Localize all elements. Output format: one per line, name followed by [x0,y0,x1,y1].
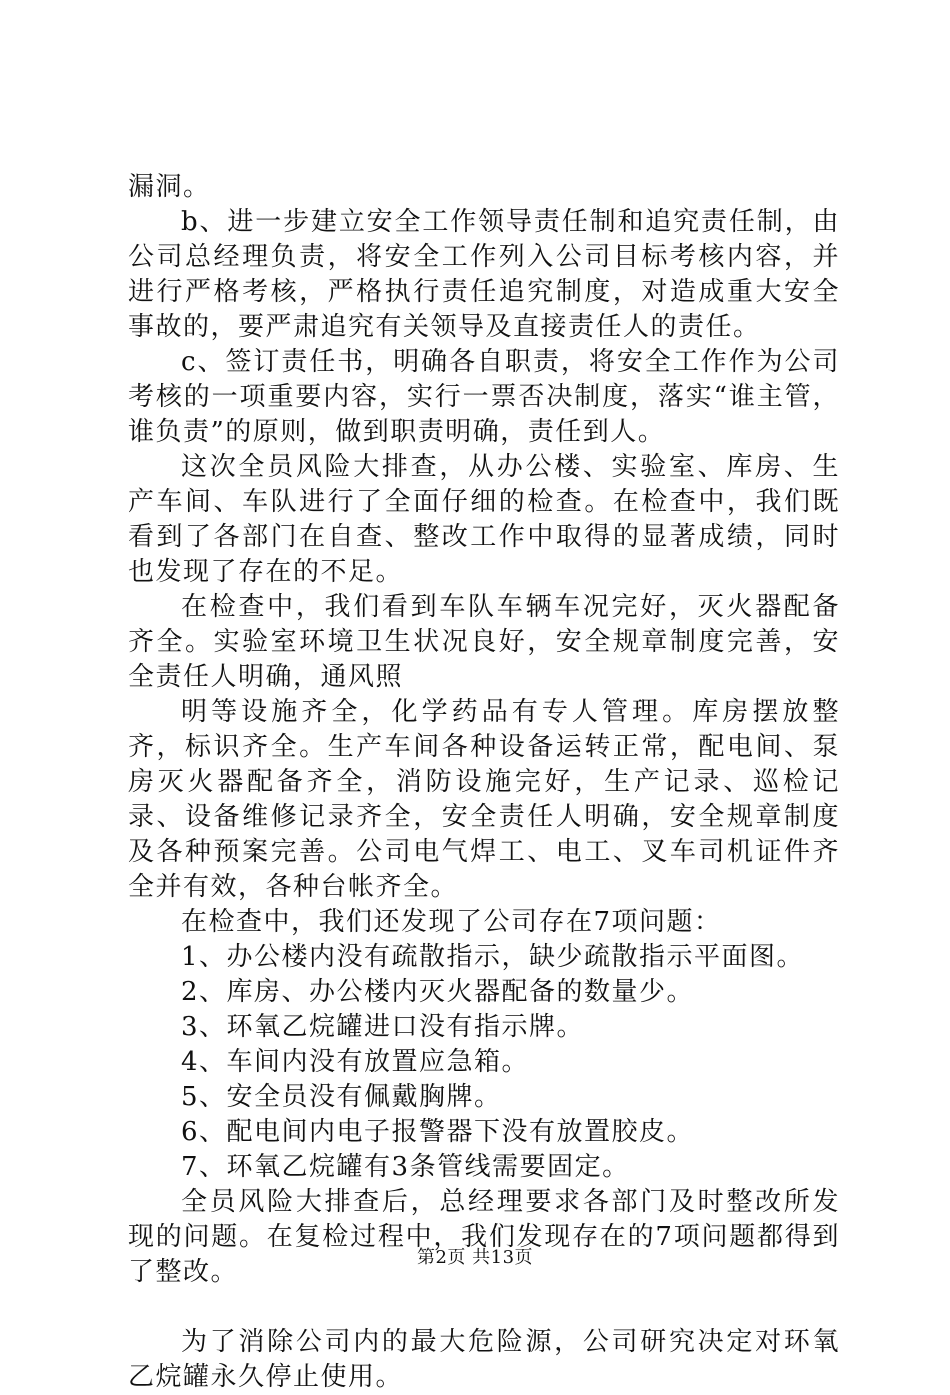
paragraph-problems-intro: 在检查中，我们还发现了公司存在7项问题： [181,907,722,937]
paragraph-continuation: 漏洞。 [128,172,211,202]
paragraph-conclusion: 为了消除公司内的最大危险源，公司研究决定对环氧乙烷罐永久停止使用。 [128,1327,840,1392]
paragraph-spacer [128,1290,840,1325]
problem-item-4: 4、车间内没有放置应急箱。 [181,1047,530,1077]
problem-item-7: 7、环氧乙烷罐有3条管线需要固定。 [181,1152,630,1182]
paragraph-item-b: b、进一步建立安全工作领导责任制和追究责任制，由公司总经理负责，将安全工作列入公司目标考核内容，并进行严格考核，严格执行责任追究制度，对造成重大安全事故的，要严肃追究有关领导及直接责任人的责任。 [128,207,840,342]
problem-item-6: 6、配电间内电子报警器下没有放置胶皮。 [181,1117,695,1147]
problem-item-3: 3、环氧乙烷罐进口没有指示牌。 [181,1012,585,1042]
document-body [128,170,840,1395]
paragraph-item-c: c、签订责任书，明确各自职责，将安全工作作为公司考核的一项重要内容，实行一票否决制度，落实“谁主管，谁负责”的原则，做到职责明确，责任到人。 [128,347,840,447]
page-number-footer: 第2页 共13页 [416,1247,534,1268]
paragraph-inspection-findings-cont: 明等设施齐全，化学药品有专人管理。库房摆放整齐，标识齐全。生产车间各种设备运转正常，配电间、泵房灭火器配备齐全，消防设施完好，生产记录、巡检记录、设备维修记录齐全，安全责任人明确，安全规章制度及各种预案完善。公司电气焊工、电工、叉车司机证件齐全并有效，各种台帐齐全。 [128,697,840,902]
paragraph-inspection-intro: 这次全员风险大排查，从办公楼、实验室、库房、生产车间、车队进行了全面仔细的检查。在检查中，我们既看到了各部门在自查、整改工作中取得的显著成绩，同时也发现了存在的不足。 [128,452,840,587]
paragraph-rectification: 全员风险大排查后，总经理要求各部门及时整改所发现的问题。在复检过程中，我们发现存在的7项问题都得到了整改。 [128,1187,840,1287]
paragraph-inspection-findings: 在检查中，我们看到车队车辆车况完好，灭火器配备齐全。实验室环境卫生状况良好，安全规章制度完善，安全责任人明确，通风照 [128,592,840,692]
problem-item-5: 5、安全员没有佩戴胸牌。 [181,1082,502,1112]
problem-item-2: 2、库房、办公楼内灭火器配备的数量少。 [181,977,695,1007]
problem-item-1: 1、办公楼内没有疏散指示，缺少疏散指示平面图。 [181,942,805,972]
